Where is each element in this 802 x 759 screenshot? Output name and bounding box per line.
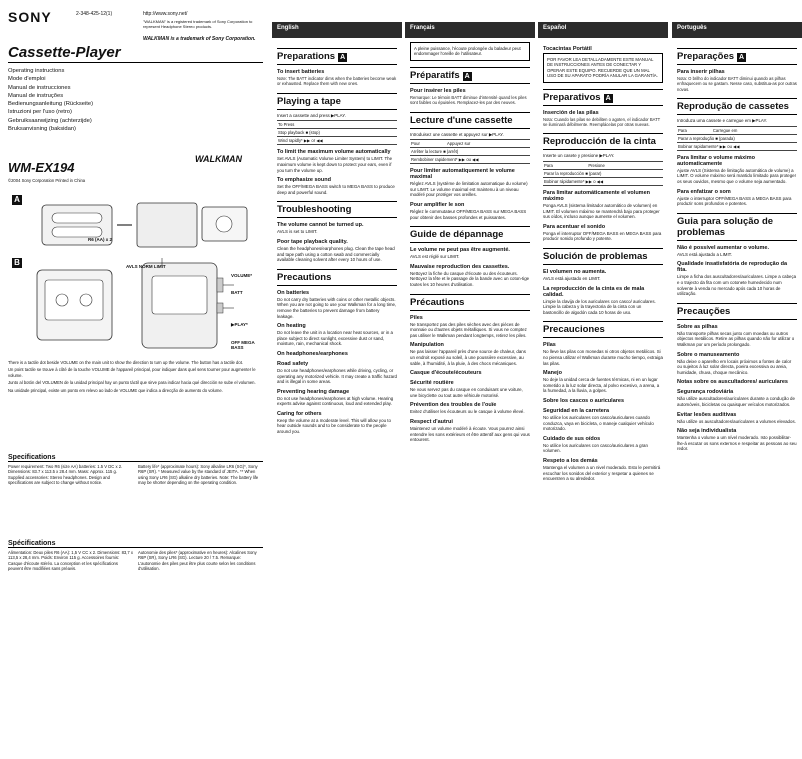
subheading: Piles [410, 314, 423, 321]
model-number: WM-EX194 [8, 160, 75, 175]
subheading: Poor tape playback quality. [277, 238, 348, 245]
subheading: Mauvaise reproduction des cassettes. [410, 263, 510, 270]
spec-heading: Specifications [8, 454, 263, 462]
subheading: Inserción de las pilas [543, 109, 599, 116]
subheading: Para enfatizar o som [677, 188, 731, 195]
subheading: Para limitar o volume máximo automaticamente [677, 154, 755, 167]
sony-url[interactable]: http://www.sony.net/ [143, 11, 188, 17]
paragraph: Keep the volume at a moderate level. This will allow you to hear outside sounds and to be considerate to the people around you. [277, 417, 391, 435]
figure-a-label: A [12, 195, 22, 205]
section-preparations [677, 48, 797, 65]
note-text: Note: The BATT indicator dims when the batteries become weak or exhausted. Replace them with new ones. [277, 76, 397, 87]
subheading: Segurança rodoviária [677, 389, 734, 396]
subheading: Seguridad en la carretera [543, 407, 610, 414]
paragraph: Set AVLS (Automatic Volume Limiter System) to LIMIT. The maximum volume is kept down to protect your ears, even if you turn the volume up. [277, 156, 393, 173]
paragraph: Do not carry dry batteries with coins or other metallic objects. When you are not going to use your Walkman for a long time, remove the batteries to prevent damage from battery leakage. [277, 296, 397, 319]
paragraph: Ajuste AVLS (Sistema de limitação automática de volume) a LIMIT. O volume máximo será mantido limitado para proteger os seus ouvidos, mesmo que o volume seja aumentado. [677, 167, 797, 184]
subheading: Pour amplifier le son [410, 202, 465, 208]
paragraph: No utilice los auriculares con casco/auriculares cuando conduzca, vaya en bicicleta, o maneje cualquier vehículo motorizado. [543, 414, 654, 432]
warning-box: A pleine puissance, l'écoute prolongée du baladeur peut endommager l'oreille de l'utilisateur. [410, 42, 530, 61]
table-cell: Pour [410, 140, 446, 148]
language-list [8, 67, 93, 133]
heading-text: Preparativos [543, 91, 601, 103]
table-cell: Rembobiner rapidement* ▶▶ ou ◀◀ [410, 156, 530, 164]
subheading: Não é possível aumentar o volume. [677, 244, 770, 251]
table-cell: Appuyez sur [446, 140, 530, 148]
cover-column [0, 0, 268, 759]
subheading: On heating [277, 323, 306, 330]
subheading: Caring for others [277, 410, 322, 417]
subheading: Cuidado de sus oídos [543, 435, 601, 442]
paragraph: Do not use headphones/earphones at high volume. Hearing experts advise against continuous, loud and extended play. [277, 395, 394, 407]
section-precautions: Precautions [277, 269, 397, 286]
subheading: Respect d'autrui [410, 418, 453, 425]
subheading: Sécurité routière [410, 380, 454, 387]
paragraph: Não transporte pilhas secas junto com moedas ou outros objectos metálicos. Retire as pilhas quando não for utilizar o Walkman por um período prolongado. [677, 330, 795, 347]
paragraph: Introduisez une cassette et appuyez sur ▶PLAY. [410, 131, 504, 137]
table-cell: Parar la reproducción ■ (parar) [543, 170, 663, 178]
paragraph: Do not use headphones/earphones while driving, cycling, or operating any motorized vehicle. It may create a traffic hazard and is illegal in some areas. [277, 367, 397, 385]
section-troubleshooting: Troubleshooting [277, 201, 397, 218]
subheading: On headphones/earphones [277, 350, 348, 357]
subheading: On batteries [277, 289, 310, 296]
paragraph: No deje la unidad cerca de fuentes térmicas, ni en un lugar sometido a la luz solar directa, al polvo excesivo, a arena, a la humedad, a la lluvia, a golpes. [543, 377, 660, 394]
paragraph: Mantenga el volumen a un nivel moderado. Esto le permitirá escuchar los sonidos del exterior y respetar a quienes se encuentren a su alrededor. [543, 464, 661, 482]
section-playing: Reprodução de cassetes [677, 98, 797, 115]
language-item: Bruksanvisning (baksidan) [8, 126, 76, 133]
subheading: To limit the maximum volume automatically [277, 149, 391, 156]
figure-ref-a: A [464, 72, 470, 80]
paragraph: Maintenez un volume modéré à écoute. Vous pourrez ainsi entendre les sons extérieurs et être attentif aux gens qui vous entourent. [410, 425, 530, 443]
paragraph: Não deixe o aparelho em locais próximos a fontes de calor ou sujeitos à luz solar directa, poeira excessiva ou areia, humidade, chuva, choque mecânico. [677, 358, 792, 375]
language-item: Gebruiksaanwijzing (achterzijde) [8, 117, 92, 124]
note-text: Nota: Cuando las pilas se debiliten o agoten, el indicador BATT se iluminará débilmente. Reemplácelas por otras nuevas. [543, 116, 661, 128]
section-preparations [277, 48, 397, 65]
section-troubleshooting: Solución de problemas [543, 248, 663, 265]
note-item: Un point tactile se trouve à côté de la touche VOLUME de l'appareil principal, pour indiquer dans quel sens tourner pour augmenter le volume. [8, 367, 256, 378]
section-troubleshooting: Guia para solução de problemas [677, 213, 797, 241]
lang-bar-english: English [272, 22, 402, 38]
callout-avls: AVLS NORM LIMIT [126, 264, 166, 269]
subheading: Le volume ne peut pas être augmenté. [410, 247, 510, 254]
callout-batteries: R6 (AA) x 2 [88, 237, 113, 242]
subheading: La reproducción de la cinta es de mala calidad. [543, 285, 645, 298]
paragraph: Mantenha o volume a um nível moderado. Isto possibilitar-lhe-á escutar os sons externos e respeitar as pessoas ao seu redor. [677, 435, 797, 452]
tactile-dot-notes [8, 360, 263, 395]
paragraph: Ponga AVLS (sistema limitador automático de volumen) en LIMIT. El volumen máximo se mantendrá bajo para proteger sus oídos, incluso aunque aumente el volumen. [543, 203, 660, 220]
table-cell: To Press [277, 121, 397, 129]
paragraph: Ponga el interruptor OFF/MEGA BASS en MEGA BASS para producir sonido profundo y potente. [543, 230, 662, 242]
paragraph: No lleve las pilas con monedas ni otros objetos metálicos. Si no piensa utilizar el Walkman durante mucho tiempo, extraiga las pilas. [543, 349, 663, 366]
paragraph: AVLS está ajustado a LIMIT. [677, 251, 733, 257]
paragraph: Set the OFF/MEGA BASS switch to MEGA BASS to produce deep and powerful sound. [277, 184, 395, 195]
specifications-fr [8, 540, 263, 650]
walkman-trademark-line: WALKMAN is a trademark of Sony Corporation. [143, 36, 256, 42]
table-cell: Presione [587, 162, 663, 170]
subheading: To insert batteries [277, 69, 325, 75]
section-playing: Playing a tape [277, 93, 397, 110]
subheading: Sobre as pilhas [677, 323, 718, 330]
operation-table [410, 139, 530, 164]
paragraph: Não utilize auscultadores/auriculares durante a condução de automóveis, bicicletas ou quaisquer veículos motorizados. [677, 396, 795, 407]
table-cell: Para [543, 162, 587, 170]
subheading: Respeto a los demás [543, 457, 598, 464]
section-precautions: Precauciones [543, 321, 663, 338]
copyright: ©2004 Sony Corporation Printed in China [8, 178, 86, 183]
table-cell: Arrêter la lecture ■ (arrêt) [410, 148, 530, 156]
subheading: Prévention des troubles de l'ouïe [410, 402, 497, 409]
language-item: Bedienungsanleitung (Rückseite) [8, 101, 94, 108]
walkman-logo: WALKMAN [195, 154, 242, 164]
subheading: Para inserir pilhas [677, 69, 725, 75]
subheading: The volume cannot be turned up. [277, 222, 364, 229]
callout-batt: BATT [231, 290, 243, 295]
paragraph: Limpe a ficha dos auscultadores/auriculares. Limpe a cabeça e o trajecto da fita com um cotonete humedecido num solvente à venda no mercado após cada 10 horas de utilização. [677, 274, 797, 297]
paragraph: Ne transportez pas des piles sèches avec des pièces de monnaie ou d'autres objets métalliques. Si vous ne comptez pas utiliser le Walkman pendant longtemps, retirez les piles. [410, 321, 527, 338]
table-cell: Stop playback ■ (stop) [277, 129, 397, 137]
spec-right: Battery life* (approximate hours): Sony alkaline LR6 (SG)*, Sony R6P (SR). * Measured value by the standard of JEITA. ** When using Sony LR6 (SG) alkaline dry batteries. Note: The battery life may be shorter depending on the operating condition. [138, 464, 259, 485]
section-playing: Reproducción de la cinta [543, 133, 663, 150]
sony-logo: SONY [8, 9, 52, 25]
subheading: Sobre o manuseamento [677, 351, 740, 358]
paragraph: Clean the headphones/earphones plug. Clean the tape head and tape path using a cotton swab and commercially available cleaning solvent after every 10 hours of use. [277, 245, 395, 263]
callout-off-megabass: OFF MEGA BASS [231, 340, 255, 350]
french-column [405, 0, 535, 759]
spec-left: Power requirement: Two R6 (size AA) batteries: 1.5 V DC x 2. Dimensions: 83.7 x 113.5 x 28.4 mm. Mass: Approx. 115 g. Supplied accessories: Stereo headphones. Design and specifications are subject to change without notice. [8, 464, 123, 485]
subheading: Para limitar automáticamente el volumen máximo [543, 190, 650, 203]
note-text: Nota: O brilho do indicador BATT diminui quando as pilhas enfraquecem ou se gastam. Nesse caso, substitua-as por outras novas. [677, 76, 797, 92]
title-rule [8, 62, 263, 63]
paragraph: Inserte un casete y presione ▶PLAY. [543, 153, 615, 159]
table-cell: Bobinar rapidamente* ▶▶ ou ◀◀ [677, 142, 797, 150]
lang-bar-french: Français [405, 22, 535, 38]
lang-bar-spanish: Español [538, 22, 668, 38]
spanish-column [538, 0, 668, 759]
paragraph: Introduza uma cassete e carregue em ▶PLAY. [677, 118, 768, 124]
trademark-note: "WALKMAN" is a registered trademark of Sony Corporation to represent Headphone Stereo products. [143, 19, 253, 29]
paragraph: Réglez AVLS (système de limitation automatique du volume) sur LIMIT. Le volume maximal est maintenu à un niveau modéré pour protéger vos oreilles. [410, 181, 528, 198]
heading-text: Preparations [277, 51, 336, 62]
paragraph: Evitez d'utiliser les écouteurs ou le casque à volume élevé. [410, 409, 525, 415]
heading-text: Préparatifs [410, 69, 460, 81]
operation-table [677, 126, 797, 151]
subheading: Para acentuar el sonido [543, 223, 606, 230]
heading-text: Preparações [677, 51, 735, 62]
subheading: Preventing hearing damage [277, 388, 350, 395]
note-item: Na unidade principal, existe um ponto em relevo ao lado de VOLUME que indica a direcção de aumento do volume. [8, 387, 223, 393]
subheading: Manejo [543, 370, 562, 377]
english-column [272, 0, 402, 759]
paragraph: AVLS est réglé sur LIMIT. [410, 254, 460, 260]
paragraph: Réglez le commutateur OFF/MEGA BASS sur MEGA BASS pour obtenir des basses profondes et puissantes. [410, 209, 527, 220]
callout-play: ▶PLAY* [231, 322, 248, 327]
language-item: Manual de instrucciones [8, 84, 71, 91]
paragraph: AVLS está ajustado en LIMIT. [543, 276, 601, 281]
subheading: Road safety [277, 360, 309, 367]
subheading: Evitar lesões auditivas [677, 411, 737, 418]
document-title: Cassette-Player [8, 44, 121, 61]
paragraph: Ne vous servez pas du casque en conduisant une voiture, une bicyclette ou tout autre véhicule motorisé. [410, 387, 523, 398]
subheading: Casque d'écoute/écouteurs [410, 370, 482, 377]
figure-b [12, 258, 262, 353]
subtitle: Tocacintas Portátil [543, 46, 592, 52]
section-precautions: Précautions [410, 294, 530, 311]
paragraph: No utilice los auriculares con casco/auriculares a gran volumen. [543, 442, 648, 454]
paragraph: Nettoyez la fiche du casque d'écoute ou des écouteurs. Nettoyez la tête et le passage de la bande avec un coton-tige toutes les 10 heures d'utilisation. [410, 270, 530, 287]
spec-right: Autonomie des piles* (approximative en heures): Alcalines Sony R6P (SR), Sony LR6 (SG). Lecture 20 / 7.5. Remarque: L'autonomie des piles peut être plus courte selon les conditions d'utilisation. [138, 550, 257, 571]
figure-ref-a: A [739, 54, 745, 61]
language-item: Operating instructions [8, 68, 65, 74]
subheading: Notas sobre os auscultadores/ auriculares [677, 379, 788, 386]
language-item: Mode d'emploi [8, 76, 46, 83]
subheading: Pilas [543, 342, 556, 349]
subheading: Manipulation [410, 342, 444, 349]
battery-insertion-illustration [12, 195, 262, 255]
subheading: Pour limiter automatiquement le volume maximal [410, 168, 515, 181]
paragraph: Ajuste o interruptor OFF/MEGA BASS a MEGA BASS para produzir sons profundos e potentes. [677, 195, 792, 207]
figure-a [12, 195, 262, 255]
note-item: There is a tactile dot beside VOLUME on the main unit to show the direction to turn up the volume. The button has a tactile dot. [8, 360, 244, 365]
figure-ref-a: A [605, 94, 611, 102]
figure-b-label: B [12, 258, 22, 268]
portuguese-column [672, 0, 802, 759]
paragraph: Insert a cassette and press ▶PLAY. [277, 112, 346, 118]
table-cell: Bobinar rápidamente* ▶▶ o ◀◀ [543, 178, 663, 186]
subheading: Pour insérer les piles [410, 87, 466, 94]
language-item: Istruzioni per l'uso (retro) [8, 109, 72, 116]
specifications-en [8, 454, 263, 536]
subheading: El volumen no aumenta. [543, 269, 607, 275]
section-preparations [410, 67, 530, 84]
table-cell: Wind rapidly* ▶▶ or ◀◀ [277, 137, 397, 145]
spec-left: Alimentation: Deux piles R6 (AA): 1,5 V CC x 2. Dimensions: 83,7 x 113,5 x 28,4 mm. Poids: Environ 115 g. Accessoires fournis: Casque d'écoute stéréo. La conception et les spécifications peuvent être modifiées sans préavis. [8, 550, 133, 571]
section-precautions: Precauções [677, 303, 797, 320]
table-cell: Parar a reprodução ■ (parada) [677, 134, 797, 142]
note-item: Junto al botón del VOLUMEN de la unidad principal hay un punto táctil que sirve para indicar hacia qué dirección se sube el volumen. [8, 380, 256, 386]
subheading: To emphasize sound [277, 177, 331, 184]
part-number: 2-348-425-12(1) [76, 11, 113, 17]
section-preparations [543, 89, 663, 106]
subheading: Sobre los cascos o auriculares [543, 397, 625, 404]
subheading: Não seja individualista [677, 428, 737, 435]
language-item: Manual de instruções [8, 92, 64, 99]
note-text: Remarque: Le témoin BATT diminue d'intensité quand les piles sont faibles ou épuisées. Remplacez-les par des neuves. [410, 94, 527, 106]
section-troubleshooting: Guide de dépannage [410, 226, 530, 243]
callout-volume: VOLUME* [231, 273, 253, 278]
operation-table [277, 120, 397, 145]
spec-heading: Spécifications [8, 540, 263, 548]
section-playing: Lecture d'une cassette [410, 112, 530, 129]
lang-bar-portuguese: Português [672, 22, 802, 38]
warning-box: POR FAVOR LEA DETALLADAMENTE ESTE MANUAL DE INSTRUCCIONES ANTES DE CONECTAR Y OPERAR ESTE EQUIPO. RECUERDE QUE UN MAL USO DE SU APARATO PODRÍA ANULAR LA GARANTÍA. [543, 53, 663, 83]
subheading: Qualidade insatisfatória de reprodução da fita. [677, 261, 788, 274]
table-cell: Carregue em [712, 126, 797, 134]
paragraph: Não utilize os auscultadores/auriculares a volumes elevados. [677, 418, 796, 424]
paragraph: Limpie la clavija de los auriculares con casco/ auriculares. Limpie la cabeza y la trayectoria de la cinta con un bastoncillo de algodón cada 10 horas de uso. [543, 298, 656, 315]
figure-ref-a: A [340, 54, 346, 61]
paragraph: Do not leave the unit in a location near heat sources, or in a place subject to direct sunlight, excessive dust or sand, moisture, rain, mechanical shock. [277, 330, 393, 347]
table-cell: Para [677, 126, 712, 134]
paragraph: AVLS is set to LIMIT. [277, 229, 318, 235]
player-controls-illustration [12, 258, 262, 353]
operation-table [543, 161, 663, 186]
paragraph: Ne pas laisser l'appareil près d'une source de chaleur, dans un endroit exposé au soleil, à une poussière excessive, au sable, à l'humidité, à la pluie, à des chocs mécaniques. [410, 349, 526, 366]
